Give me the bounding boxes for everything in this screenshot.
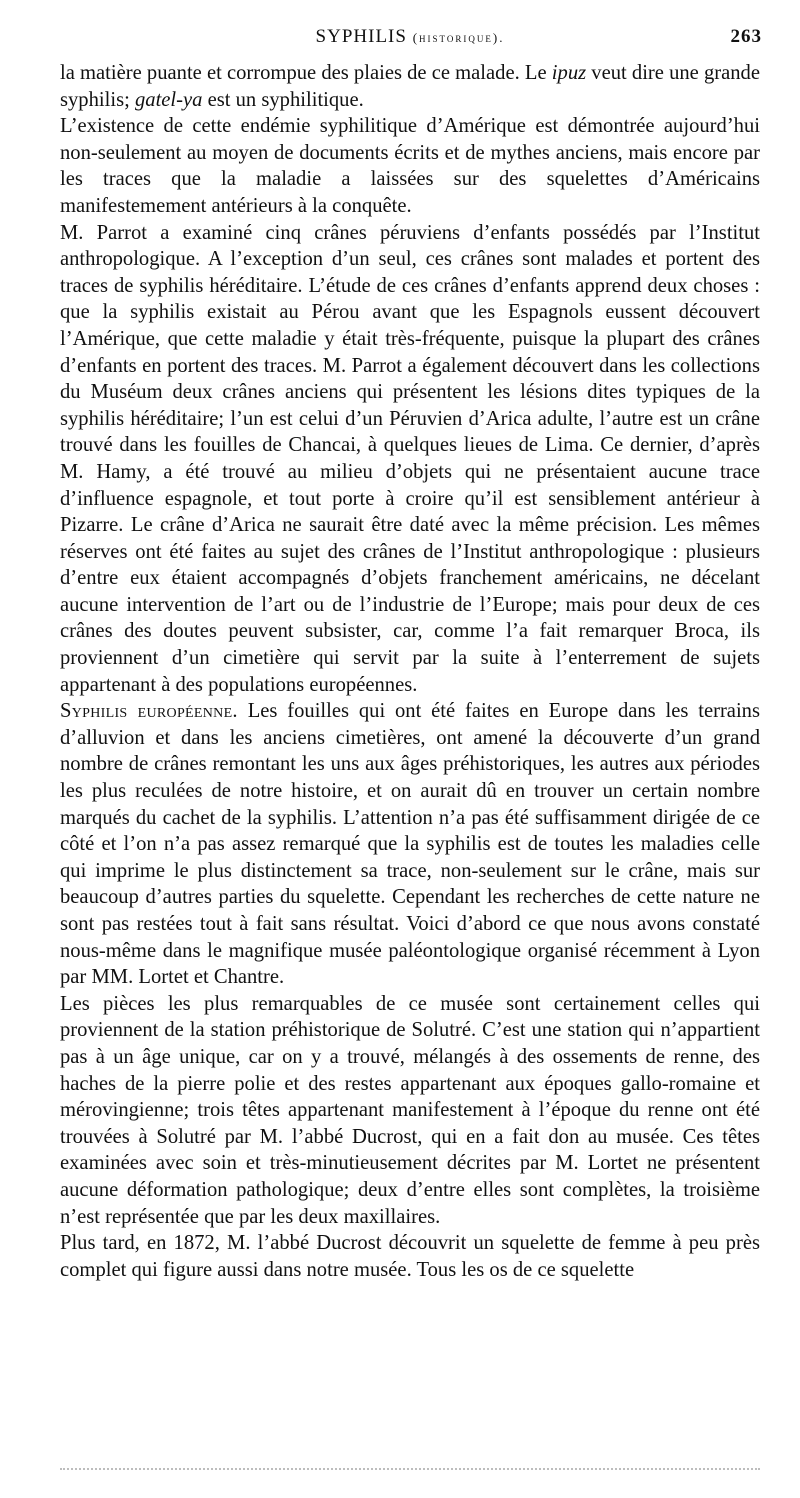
text-run: grande syphilis; [60,62,760,111]
running-title-sub: (historique). [412,30,505,45]
body-text [60,60,760,1283]
paragraph: L’existence de cette endémie syphilitique d’Amérique est démontrée aujourd’hui non-seulement au moyen de documents écrits et de mythes anciens, mais encore par les traces que la maladie a laissées sur des squelettes d’Américains manifestemement antérieurs à la conquête. [60,115,760,217]
paragraph-section [60,698,760,991]
footer-rule [60,1466,760,1472]
paragraph: Les pièces les plus remarquables de ce musée sont certainement celles qui proviennent de la station préhistorique de Solutré. C’est une station qui n’appartient pas à un âge unique, car on y a trouvé, mélangés à des ossements de renne, des haches de la pierre polie et des restes appartenant aux époques gallo-romaine et mérovingienne; trois têtes appartenant manifestement à l’époque du renne ont été trouvées à Solutré par M. l’abbé Ducrost, qui en a fait don au musée. Ces têtes examinées avec soin et très-minutieusement décrites par M. Lortet ne présentent aucune déformation pathologique; deux d’entre elles sont complètes, la troisième n’est représentée que par les deux maxillaires. [60,992,760,1228]
page-number: 263 [730,26,762,47]
section-heading: Syphilis européenne. [60,700,238,723]
paragraph: M. Parrot a examiné cinq crânes péruviens d’enfants possédés par l’Institut anthropologique. A l’exception d’un seul, ces crânes sont malades et portent des traces de syphilis héréditaire. L’étude de ces crânes d’enfants apprend deux choses : que la syphilis existait au Pérou avant que les Espagnols eussent découvert l’Amérique, que cette maladie y était très-fréquente, puisque la plupart des crânes d’enfants en portent des traces. M. Parrot a également découvert dans les collections du Muséum deux crânes anciens qui présentent les lésions dites typiques de la syphilis héréditaire; l’un est celui d’un Péruvien d’Arica adulte, l’autre est un crâne trouvé dans les fouilles de Chancai, à quelques lieues de Lima. Ce dernier, d’après M. Hamy, a été trouvé au milieu d’objets qui ne présentaient aucune trace d’influence espagnole, et tout porte à croire qu’il est sensiblement antérieur à Pizarre. Le crâne d’Arica ne saurait être daté avec la même précision. Les mêmes réserves ont été faites au sujet des crânes de l’Institut anthropologique : plusieurs d’entre eux étaient accompagnés d’objets franchement américains, ne décelant aucune intervention de l’art ou de l’industrie de l’Europe; mais pour deux de ces crânes des doutes peuvent subsister, car, comme l’a fait remarquer Broca, ils proviennent d’un cimetière qui servit par la suite à l’enterrement de sujets appartenant à des populations européennes. [60,221,760,696]
page [60,26,760,1283]
text-run: veut dire une [586,62,699,84]
paragraph-continuation [60,60,760,113]
text-run: Les fouilles qui ont été faites en Europe dans les terrains d’alluvion et dans les anciens cimetières, ont amené la découverte d’un grand nombre de crânes remontant les uns aux âges préhistoriques, les autres aux périodes les plus reculées de notre histoire, et on aurait dû en trouver un certain nombre marqués du cachet de la syphilis. L’attention n’a pas été suffisamment dirigée de ce côté et l’on n’a pas assez remarqué que la syphilis est de toutes les maladies celle qui imprime le plus distinctement sa trace, non-seulement sur le crâne, mais sur beaucoup d’autres parties du squelette. Cependant les recherches de cette nature ne sont pas restées tout à fait sans résultat. Voici d’abord ce que nous avons constaté nous-même dans le magnifique musée paléontologique organisé récemment à Lyon par MM. Lortet et Chantre. [60,700,760,989]
running-title-main: SYPHILIS [315,26,407,47]
term-ipuz: ipuz [551,62,587,84]
running-head [60,26,760,60]
paragraph: Plus tard, en 1872, M. l’abbé Ducrost découvrit un squelette de femme à peu près complet qui figure aussi dans notre musée. Tous les os de ce squelette [60,1232,760,1281]
text-run: la matière puante et corrompue des plaies de ce malade. Le [60,62,552,84]
term-gatel-ya: gatel-ya [134,88,203,111]
text-run: est un syphilitique. [202,88,364,111]
running-title [60,26,760,48]
